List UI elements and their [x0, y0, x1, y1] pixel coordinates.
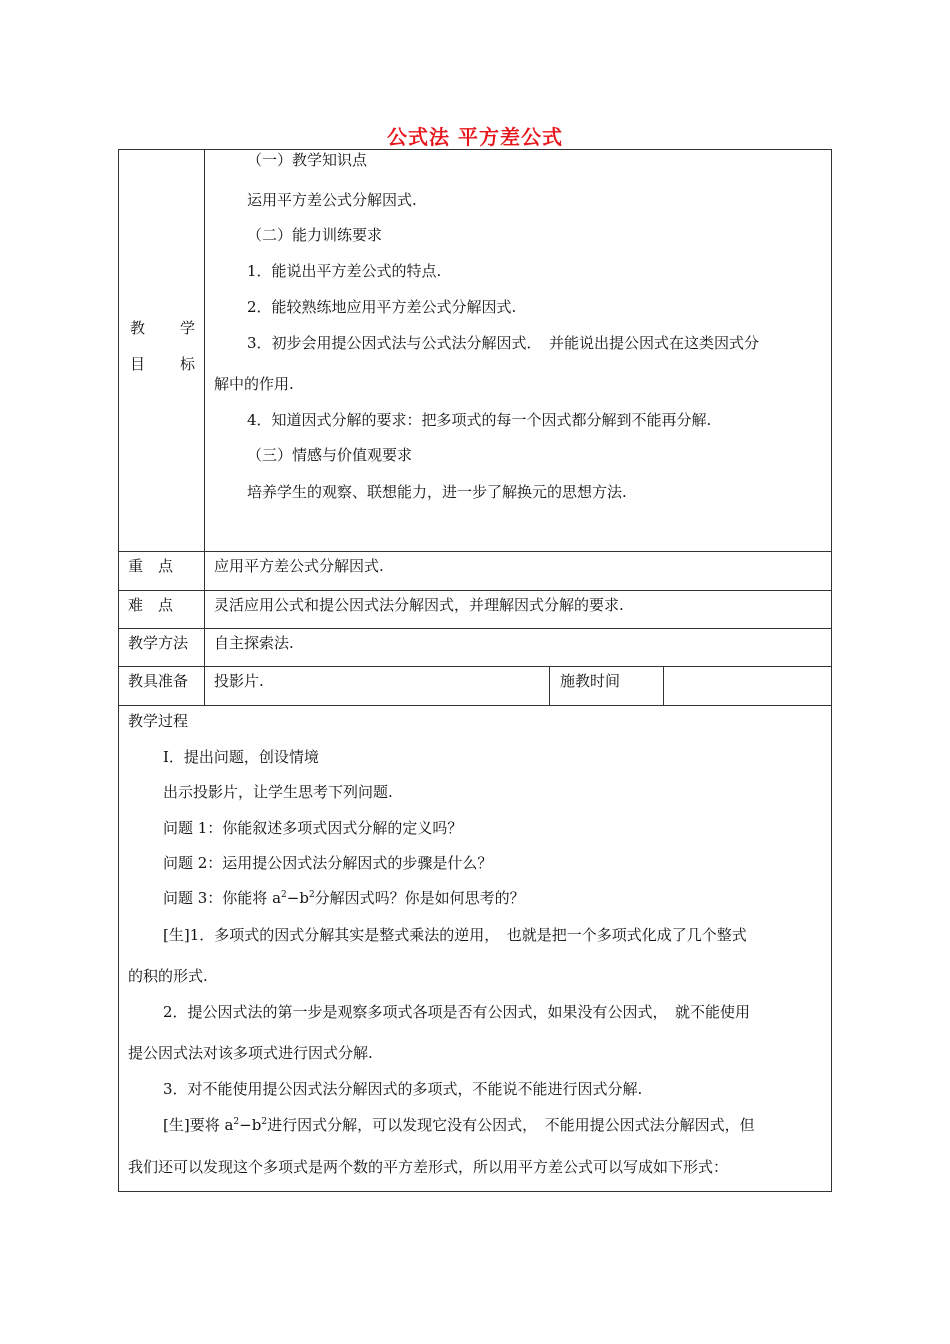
- difficulty-label: 难 点: [128, 596, 174, 614]
- process-line: 2．提公因式法的第一步是观察多项式各项是否有公因式，如果没有公因式， 就不能使用: [163, 1003, 751, 1021]
- method-value: 自主探索法.: [214, 634, 294, 652]
- difficulty-value: 灵活应用公式和提公因式法分解因式，并理解因式分解的要求.: [214, 596, 624, 614]
- objective-line: （三）情感与价值观要求: [247, 446, 413, 464]
- process-heading: 教学过程: [128, 712, 189, 730]
- objective-line: 4．知道因式分解的要求：把多项式的每一个因式都分解到不能再分解.: [247, 411, 712, 429]
- tools-label: 教具准备: [128, 672, 189, 690]
- time-label: 施教时间: [560, 672, 621, 690]
- tools-value: 投影片.: [214, 672, 264, 690]
- process-line: 问题 1：你能叙述多项式因式分解的定义吗？: [163, 819, 463, 837]
- process-line: 我们还可以发现这个多项式是两个数的平方差形式，所以用平方差公式可以写成如下形式：: [128, 1158, 729, 1176]
- objective-line: 解中的作用.: [214, 375, 294, 393]
- process-line: 的积的形式.: [128, 967, 208, 985]
- process-line: Ⅰ．提出问题，创设情境: [163, 748, 319, 766]
- process-line: 问题 2：运用提公因式法分解因式的步骤是什么？: [163, 854, 493, 872]
- objective-line: 运用平方差公式分解因式.: [247, 191, 417, 209]
- objective-line: 1．能说出平方差公式的特点.: [247, 262, 442, 280]
- process-line: 出示投影片，让学生思考下列问题.: [163, 783, 393, 801]
- key-point-value: 应用平方差公式分解因式.: [214, 557, 384, 575]
- process-line: 提公因式法对该多项式进行因式分解.: [128, 1044, 373, 1062]
- objective-line: 培养学生的观察、联想能力，进一步了解换元的思想方法.: [247, 483, 627, 501]
- key-point-label: 重 点: [128, 557, 174, 575]
- document-title: 公式法 平方差公式: [387, 125, 563, 149]
- objective-line: （一）教学知识点: [247, 151, 368, 169]
- process-line: 3．对不能使用提公因式法分解因式的多项式，不能说不能进行因式分解.: [163, 1080, 643, 1098]
- objective-line: （二）能力训练要求: [247, 226, 383, 244]
- process-line: [生]1．多项式的因式分解其实是整式乘法的逆用， 也就是把一个多项式化成了几个整式: [163, 926, 747, 944]
- objective-line: 3．初步会用提公因式法与公式法分解因式． 并能说出提公因式在这类因式分: [247, 334, 760, 352]
- method-label: 教学方法: [128, 634, 189, 652]
- objective-line: 2．能较熟练地应用平方差公式分解因式.: [247, 298, 517, 316]
- process-line: 问题 3：你能将 $a^2-b^2$分解因式吗？你是如何思考的？: [163, 889, 525, 907]
- process-line: [生]要将 $a^2-b^2$进行因式分解，可以发现它没有公因式， 不能用提公因式法分解因式，但: [163, 1116, 755, 1134]
